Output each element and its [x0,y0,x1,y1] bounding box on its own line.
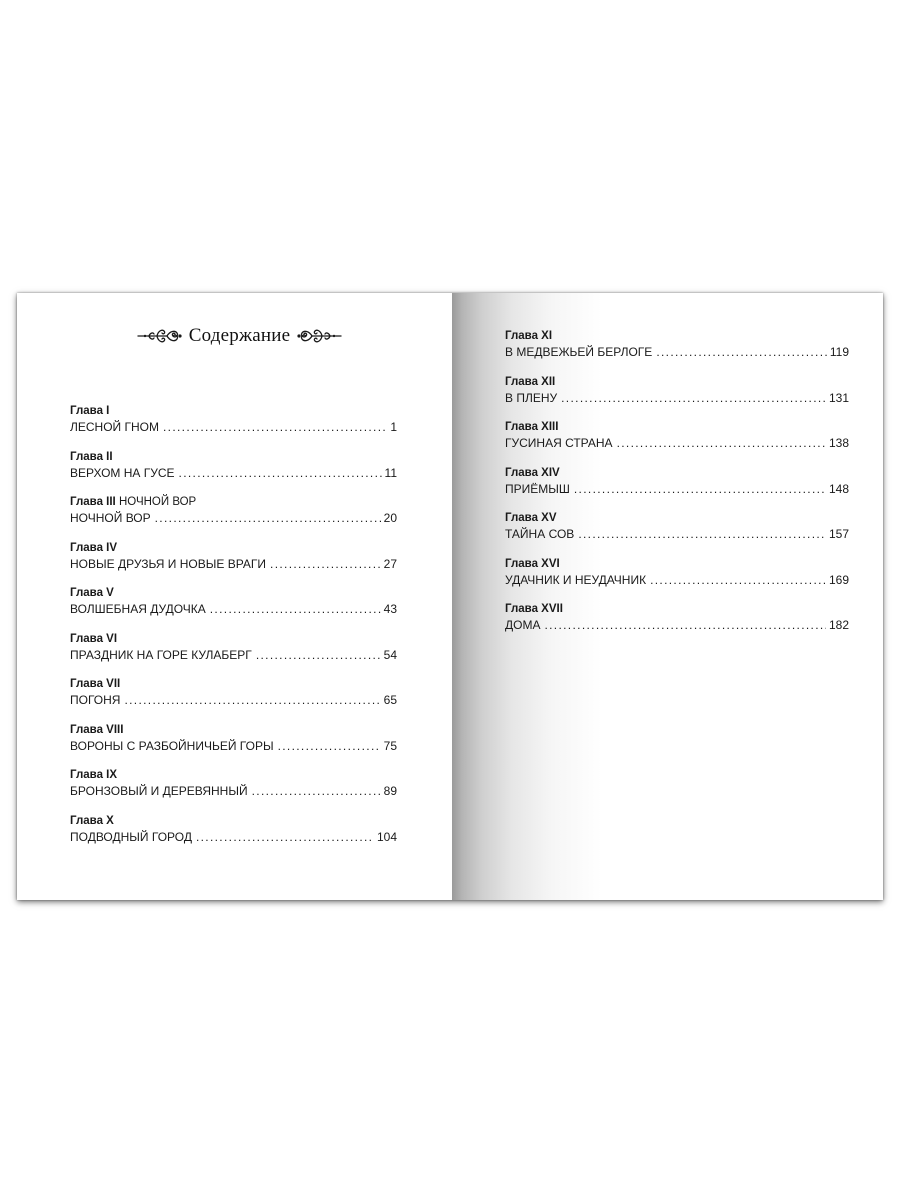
chapter-number: Глава III НОЧНОЙ ВОР [70,496,197,508]
page-number: 20 [383,511,397,525]
chapter-number: Глава IX [70,769,118,781]
page-number: 11 [384,466,397,480]
dot-leader [617,436,826,451]
dot-leader [124,693,380,708]
chapter-number: Глава VII [70,678,121,690]
chapter-title: УДАЧНИК И НЕУДАЧНИК [505,573,647,587]
toc-title: Содержание [188,325,291,346]
dot-leader [578,527,826,542]
chapter-title: ТАЙНА СОВ [505,527,575,541]
dot-leader [544,618,826,633]
toc-heading [137,323,342,349]
toc-entry[interactable] [70,495,397,531]
dot-leader [196,830,374,845]
chapter-number: Глава XVI [505,558,560,570]
chapter-number: Глава X [70,815,114,827]
flourish-left-icon [137,325,183,347]
dot-leader [278,739,381,754]
chapter-number: Глава XVII [505,603,563,615]
page-number: 169 [828,573,849,587]
page-number: 104 [376,830,397,844]
flourish-right-icon [296,325,342,347]
page-number: 75 [383,739,397,753]
left-page [17,293,452,900]
dot-leader [163,420,387,435]
toc-entry[interactable] [70,768,397,804]
dot-leader [270,557,381,572]
page-number: 65 [383,693,397,707]
chapter-title: ВЕРХОМ НА ГУСЕ [70,466,175,480]
page-number: 27 [383,557,397,571]
chapter-title: НОВЫЕ ДРУЗЬЯ И НОВЫЕ ВРАГИ [70,557,267,571]
page-number: 131 [828,391,849,405]
toc-entry[interactable] [505,511,849,547]
dot-leader [561,391,826,406]
toc-entry[interactable] [505,375,849,411]
dot-leader [155,511,381,526]
dot-leader [252,784,381,799]
book-spread [17,293,883,900]
chapter-title: ПРАЗДНИК НА ГОРЕ КУЛАБЕРГ [70,648,252,662]
chapter-title: ДОМА [505,618,541,632]
page-number: 43 [383,602,397,616]
dot-leader [179,466,382,481]
chapter-title: ПРИЁМЫШ [505,482,570,496]
toc-entry[interactable] [505,557,849,593]
chapter-number: Глава VIII [70,724,124,736]
page-number: 182 [828,618,849,632]
dot-leader [656,345,827,360]
toc-entry[interactable] [70,541,397,577]
chapter-title: В МЕДВЕЖЬЕЙ БЕРЛОГЕ [505,345,653,359]
toc-entry[interactable] [70,404,397,440]
chapter-number: Глава IV [70,542,118,554]
toc-entry[interactable] [505,329,849,365]
chapter-number: Глава XIII [505,421,559,433]
toc-entry[interactable] [70,677,397,713]
dot-leader [650,573,826,588]
chapter-title: НОЧНОЙ ВОР [70,511,151,525]
toc-entry[interactable] [505,420,849,456]
chapter-number: Глава VI [70,633,118,645]
page-number: 119 [829,345,849,359]
toc-entry[interactable] [70,450,397,486]
chapter-number: Глава XII [505,376,556,388]
chapter-number: Глава XIV [505,467,560,479]
chapter-title: БРОНЗОВЫЙ И ДЕРЕВЯННЫЙ [70,784,248,798]
chapter-title: ПОГОНЯ [70,693,121,707]
chapter-title: ПОДВОДНЫЙ ГОРОД [70,830,192,844]
dot-leader [256,648,381,663]
chapter-title: ВОЛШЕБНАЯ ДУДОЧКА [70,602,206,616]
toc-entry[interactable] [70,632,397,668]
chapter-number: Глава II [70,451,113,463]
page-number: 148 [828,482,849,496]
toc-entry[interactable] [70,586,397,622]
toc-entry[interactable] [70,814,397,850]
chapter-number: Глава I [70,405,110,417]
toc-entry[interactable] [505,602,849,638]
chapter-number: Глава V [70,587,114,599]
chapter-title: ГУСИНАЯ СТРАНА [505,436,613,450]
right-page [452,293,883,900]
chapter-title: ЛЕСНОЙ ГНОМ [70,420,159,434]
toc-entry[interactable] [505,466,849,502]
chapter-title: ВОРОНЫ С РАЗБОЙНИЧЬЕЙ ГОРЫ [70,739,274,753]
chapter-number: Глава XI [505,330,553,342]
dot-leader [574,482,826,497]
chapter-number: Глава XV [505,512,557,524]
page-number: 157 [828,527,849,541]
page-number: 138 [828,436,849,450]
chapter-subtitle: НОЧНОЙ ВОР [118,496,197,508]
page-number: 54 [383,648,397,662]
page-number: 1 [390,420,397,434]
chapter-title: В ПЛЕНУ [505,391,558,405]
dot-leader [210,602,381,617]
page-number: 89 [383,784,397,798]
toc-entry[interactable] [70,723,397,759]
